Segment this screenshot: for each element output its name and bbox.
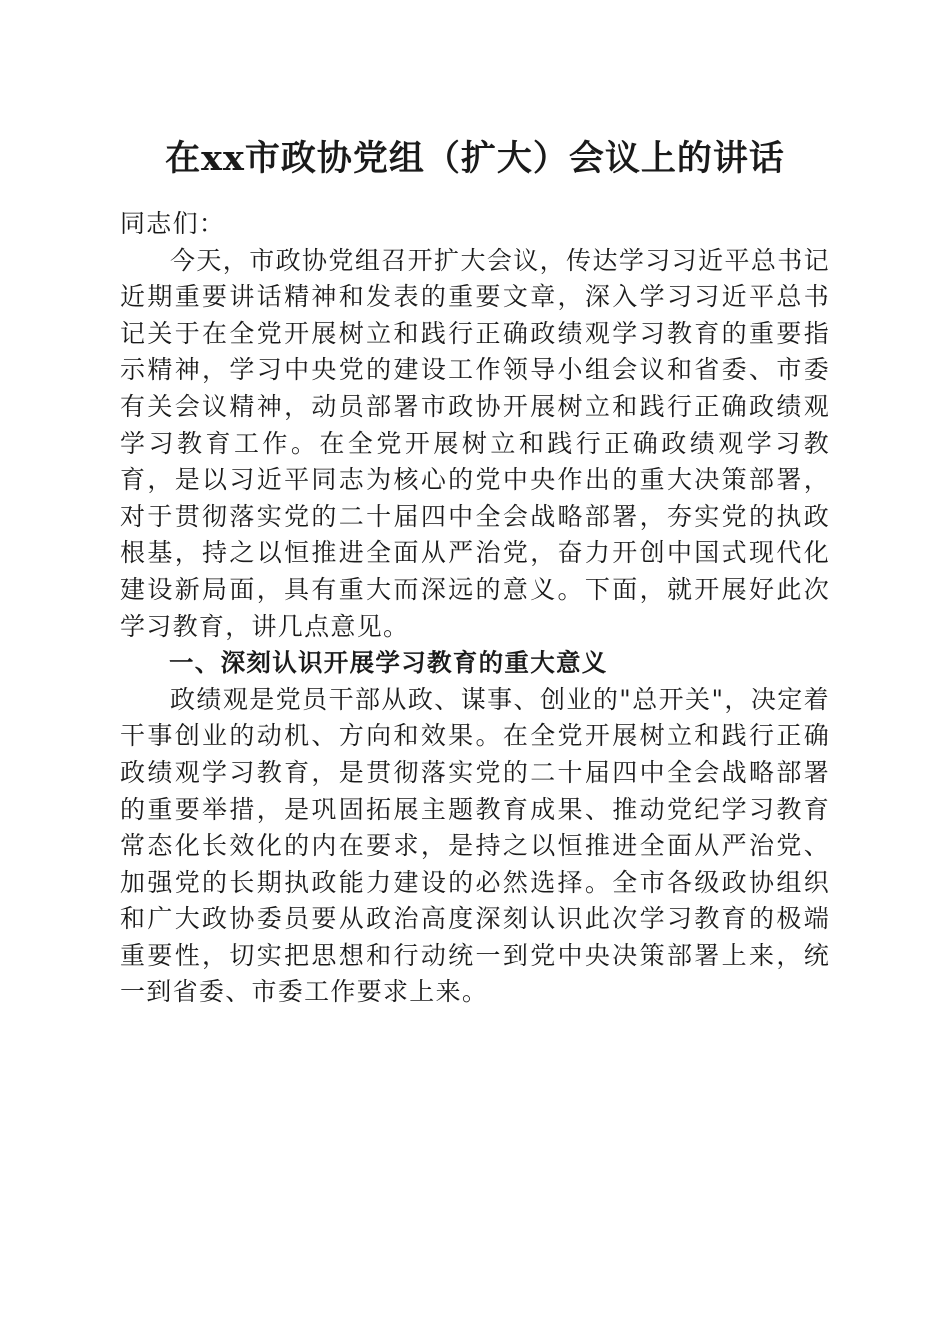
paragraph-section-1: 政绩观是党员干部从政、谋事、创业的"总开关"，决定着干事创业的动机、方向和效果。在全党开展树立和践行正确政绩观学习教育，是贯彻落实党的二十届四中全会战略部署的重要举措，是巩固拓展主题教育成果、推动党纪学习教育常态化长效化的内在要求，是持之以恒推进全面从严治党、加强党的长期执政能力建设的必然选择。全市各级政协组织和广大政协委员要从政治高度深刻认识此次学习教育的极端重要性，切实把思想和行动统一到党中央决策部署上来，统一到省委、市委工作要求上来。	[120, 684, 830, 1007]
section-heading-1: 一、深刻认识开展学习教育的重大意义	[169, 648, 608, 678]
salutation: 同志们：	[120, 209, 226, 238]
document-body	[120, 206, 830, 1011]
paragraph-opening: 今天，市政协党组召开扩大会议，传达学习习近平总书记近期重要讲话精神和发表的重要文章，深入学习习近平总书记关于在全党开展树立和践行正确政绩观学习教育的重要指示精神，学习中央党的建设工作领导小组会议和省委、市委有关会议精神，动员部署市政协开展树立和践行正确政绩观学习教育工作。在全党开展树立和践行正确政绩观学习教育，是以习近平同志为核心的党中央作出的重大决策部署，对于贯彻落实党的二十届四中全会战略部署，夯实党的执政根基，持之以恒推进全面从严治党，奋力开创中国式现代化建设新局面，具有重大而深远的意义。下面，就开展好此次学习教育，讲几点意见。	[120, 245, 830, 641]
document-title: 在xx市政协党组（扩大）会议上的讲话	[165, 138, 785, 179]
